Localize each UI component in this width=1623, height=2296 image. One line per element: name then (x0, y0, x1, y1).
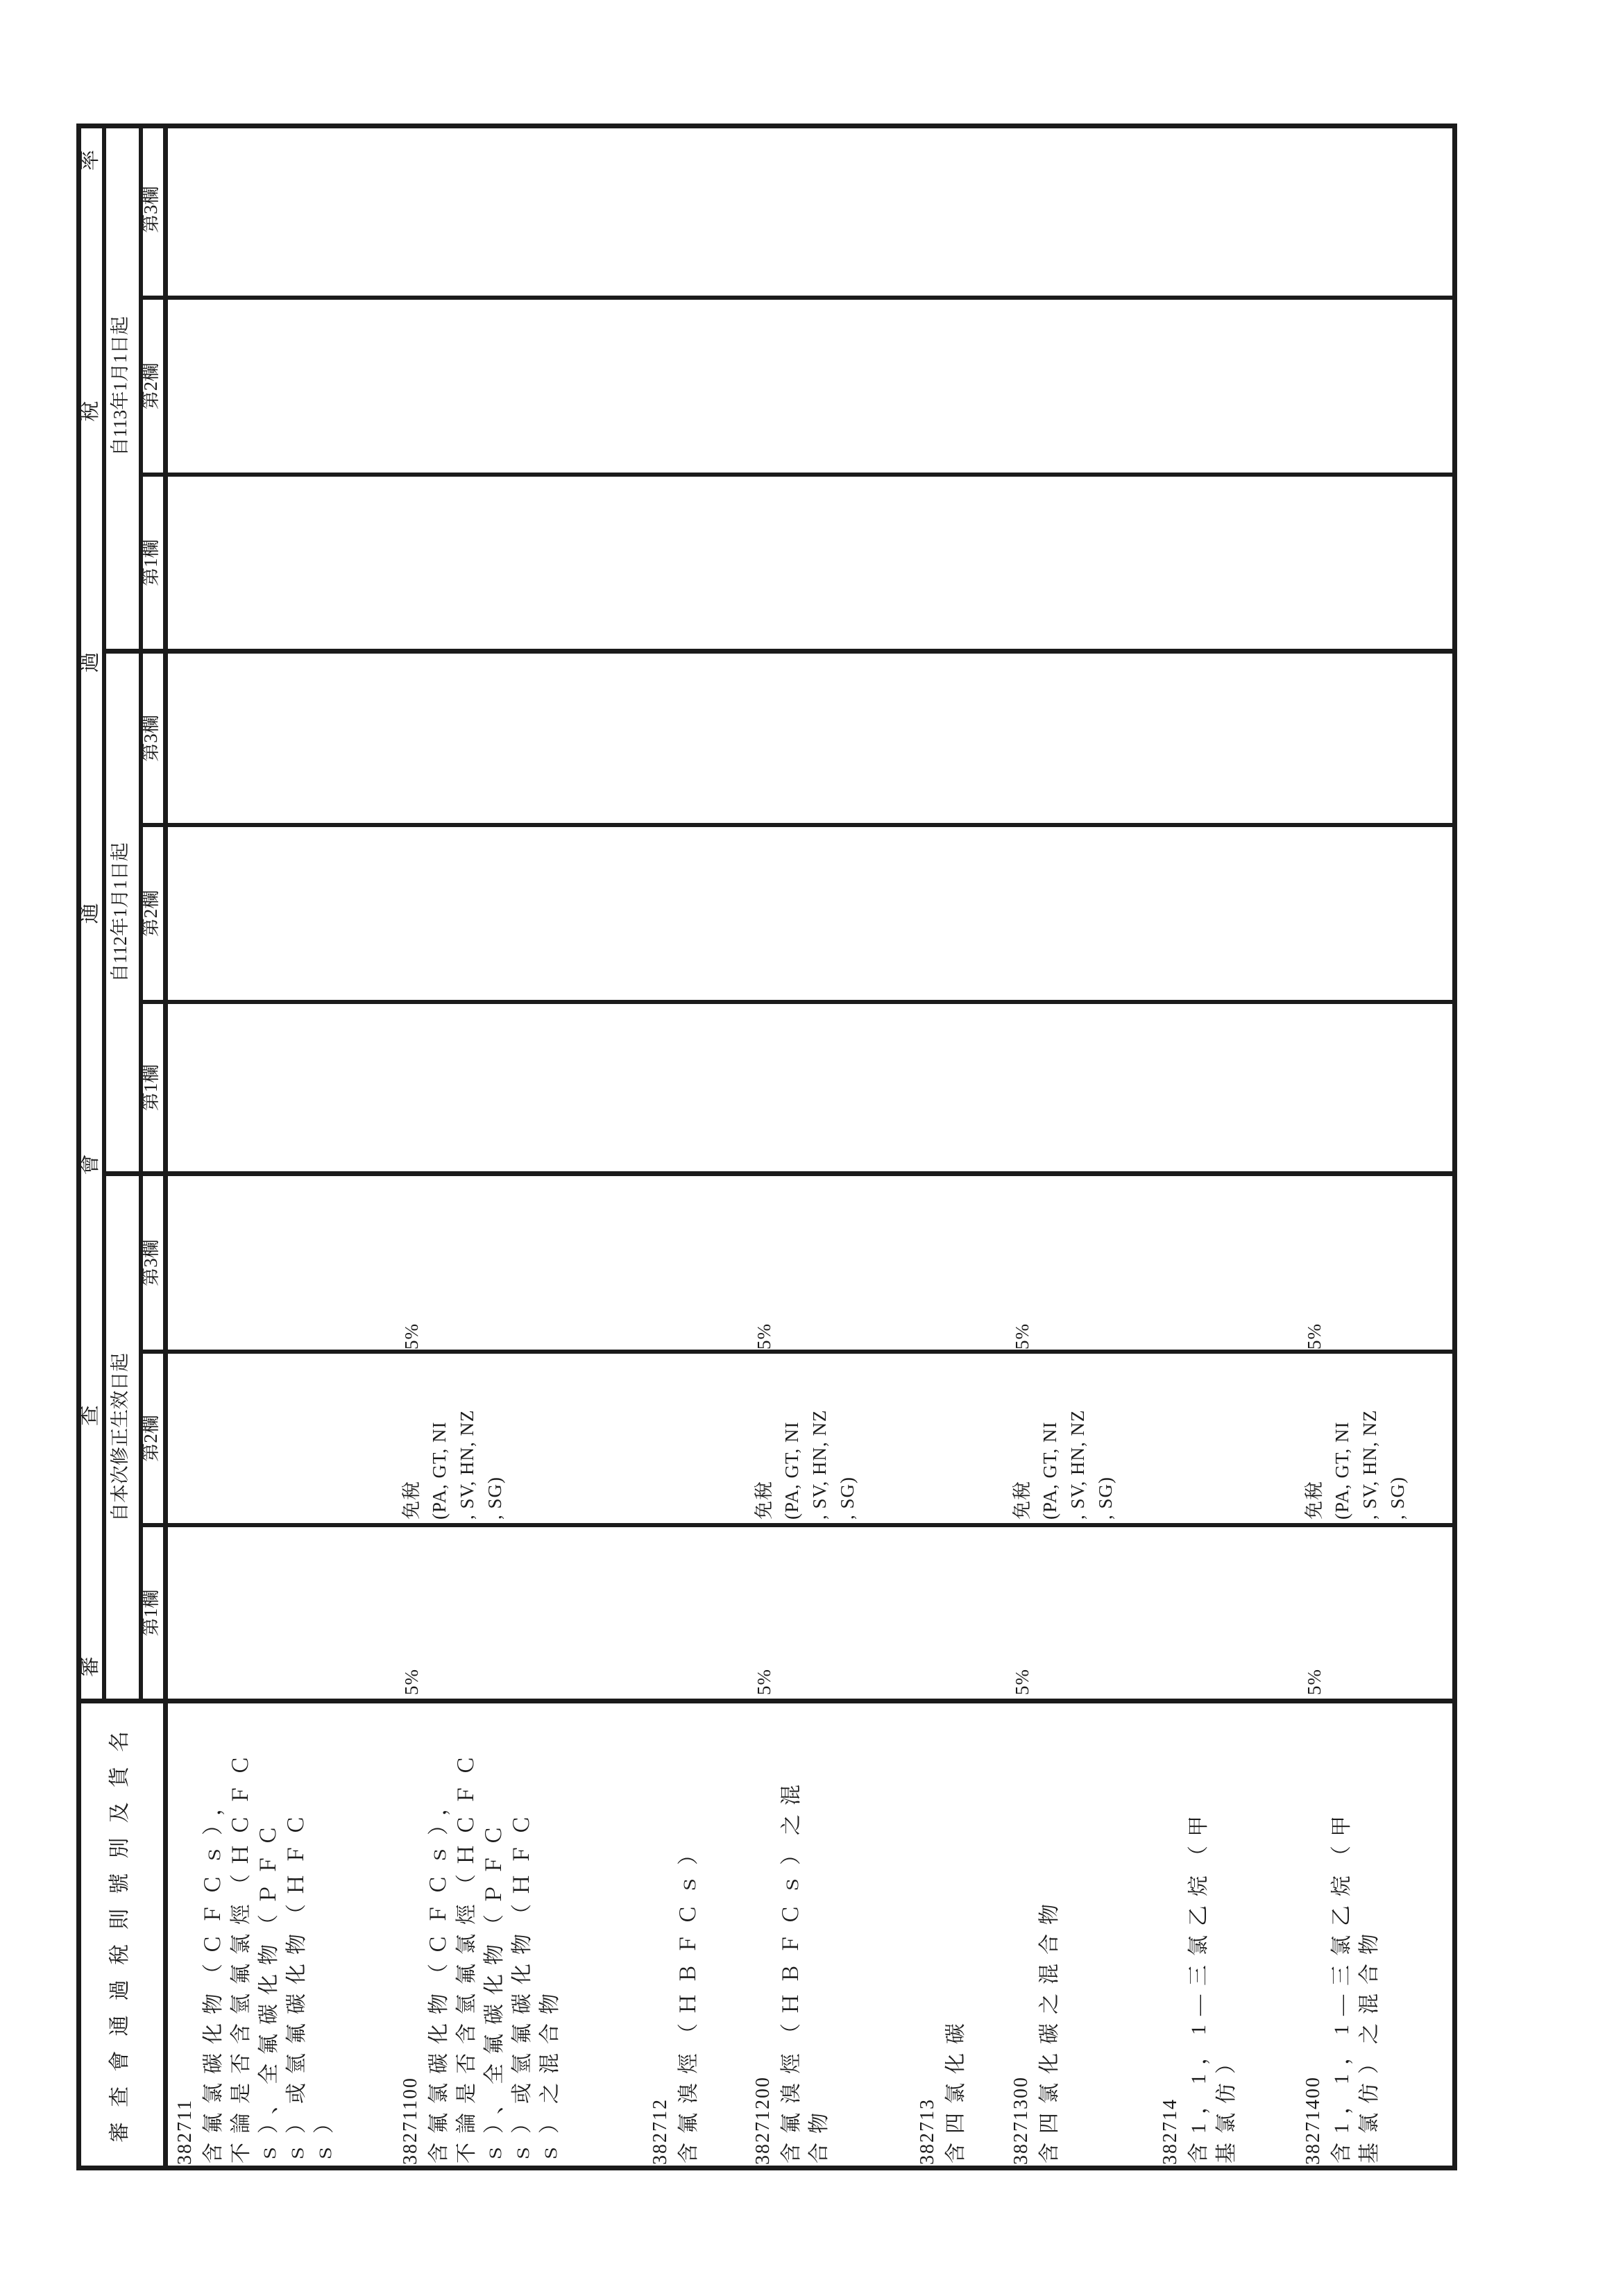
table-border-right (76, 124, 1457, 128)
row-code: 382714 (1159, 2098, 1181, 2165)
row-code: 382713 (917, 2098, 938, 2165)
goods-desc-line: ｓ）之混合物 (538, 1984, 561, 2163)
rate-col2-line: , SG) (1095, 1476, 1116, 1520)
column-label: 第3欄 (140, 715, 161, 762)
rate-group-label-y113: 自113年1月1日起 (110, 316, 130, 457)
rate-col2-line: , SG) (837, 1476, 858, 1520)
rate-col2-line: (PA, GT, NI (429, 1421, 450, 1520)
rate-col2-line: , SV, HN, NZ (457, 1409, 477, 1520)
column-label: 第1欄 (140, 1064, 161, 1112)
rate-col2-line: 免稅 (1012, 1481, 1033, 1520)
group-separator-line (102, 1171, 1457, 1176)
column-separator-line (139, 296, 1457, 300)
rate-col2-line: (PA, GT, NI (781, 1421, 802, 1520)
goods-column-header: 審查會通過稅則號別及貨名 (108, 1731, 131, 2143)
table-border-bottom (1452, 124, 1457, 2170)
rate-col1-value: 5% (1304, 1669, 1325, 1695)
column-label: 第1欄 (140, 1589, 161, 1637)
rate-col1-value: 5% (754, 1669, 774, 1695)
rate-col2-line: 免稅 (401, 1481, 422, 1520)
row-code: 38271300 (1010, 2076, 1032, 2165)
rate-col2-line: , SV, HN, NZ (809, 1409, 830, 1520)
row-code: 38271200 (752, 2076, 774, 2165)
goods-desc-line: 含1，1，1—三氯乙烷（甲 (1187, 1807, 1210, 2163)
rate-col1-value: 5% (1012, 1669, 1033, 1695)
column-label: 第3欄 (140, 186, 161, 233)
row-code: 382712 (649, 2098, 671, 2165)
goods-desc-line: 含1，1，1—三氯乙烷（甲 (1330, 1807, 1353, 2163)
rate-group-label-current: 自本次修正生效日起 (110, 1353, 130, 1522)
goods-desc-line: ｓ）、全氟碳化物（ＰＦＣ (257, 1816, 280, 2163)
row-code: 38271400 (1302, 2076, 1324, 2165)
rate-col3-value: 5% (1304, 1323, 1325, 1350)
row-code: 38271100 (400, 2077, 421, 2165)
rate-col2-line: (PA, GT, NI (1332, 1421, 1352, 1520)
goods-separator-line (76, 1699, 1457, 1703)
rate-col2-line: , SV, HN, NZ (1359, 1409, 1380, 1520)
column-separator-line (139, 1523, 1457, 1527)
goods-desc-line: 合物 (808, 2104, 831, 2163)
goods-desc-line: 含氟溴烴（ＨＢＦＣｓ） (677, 1835, 700, 2163)
goods-desc-line: 含四氯化碳之混合物 (1038, 1895, 1061, 2163)
column-label: 第2欄 (140, 1415, 161, 1462)
column-separator-line (139, 1000, 1457, 1004)
column-separator-line (139, 1350, 1457, 1354)
column-label: 第3欄 (140, 1239, 161, 1286)
column-label: 第2欄 (140, 362, 161, 410)
goods-desc-line: 含四氯化碳 (944, 2014, 967, 2163)
goods-desc-line: 基氯仿） (1215, 2044, 1238, 2163)
goods-desc-line: 含氟氯碳化物（ＣＦＣｓ）， (202, 1786, 225, 2163)
rate-col2-line: , SG) (1387, 1476, 1408, 1520)
goods-desc-line: ｓ）或氫氟碳化物（ＨＦＣ (285, 1805, 308, 2163)
rate-col1-value: 5% (401, 1669, 422, 1695)
column-label: 第2欄 (140, 890, 161, 937)
rate-col3-value: 5% (754, 1323, 774, 1350)
goods-desc-line: 基氯仿）之混合物 (1358, 1925, 1381, 2163)
goods-desc-line: 不論是否含氫氟氯烴（ＨＣＦＣ (455, 1746, 478, 2163)
column-separator-line (139, 473, 1457, 477)
goods-desc-line: 含氟溴烴（ＨＢＦＣｓ）之混 (780, 1776, 803, 2163)
column-separator-line (139, 823, 1457, 827)
goods-desc-line: ｓ） (313, 2104, 336, 2163)
rate-col2-line: , SV, HN, NZ (1067, 1409, 1088, 1520)
rate-col2-line: (PA, GT, NI (1039, 1421, 1060, 1520)
goods-desc-line: ｓ）或氫氟碳化物（ＨＦＣ (511, 1805, 534, 2163)
goods-desc-line: ｓ）、全氟碳化物（ＰＦＣ (483, 1816, 506, 2163)
goods-desc-line: 不論是否含氫氟氯烴（ＨＣＦＣ (230, 1746, 253, 2163)
column-label: 第1欄 (140, 539, 161, 586)
rate-col2-line: 免稅 (754, 1481, 774, 1520)
rate-group-label-y112: 自112年1月1日起 (110, 842, 130, 983)
rate-col2-line: , SG) (484, 1476, 505, 1520)
header-bottom-line (163, 124, 168, 2170)
rate-section-header: 審查會通過稅率 (78, 150, 101, 1677)
goods-desc-line: 含氟氯碳化物（ＣＦＣｓ）， (427, 1786, 450, 2163)
row-code: 382711 (174, 2099, 196, 2165)
rate-col3-value: 5% (401, 1323, 422, 1350)
rate-col3-value: 5% (1012, 1323, 1033, 1350)
rotated-table-sheet (76, 124, 1457, 2170)
rate-col2-line: 免稅 (1304, 1481, 1325, 1520)
group-separator-line (102, 649, 1457, 654)
table-border-left (76, 2166, 1457, 2170)
